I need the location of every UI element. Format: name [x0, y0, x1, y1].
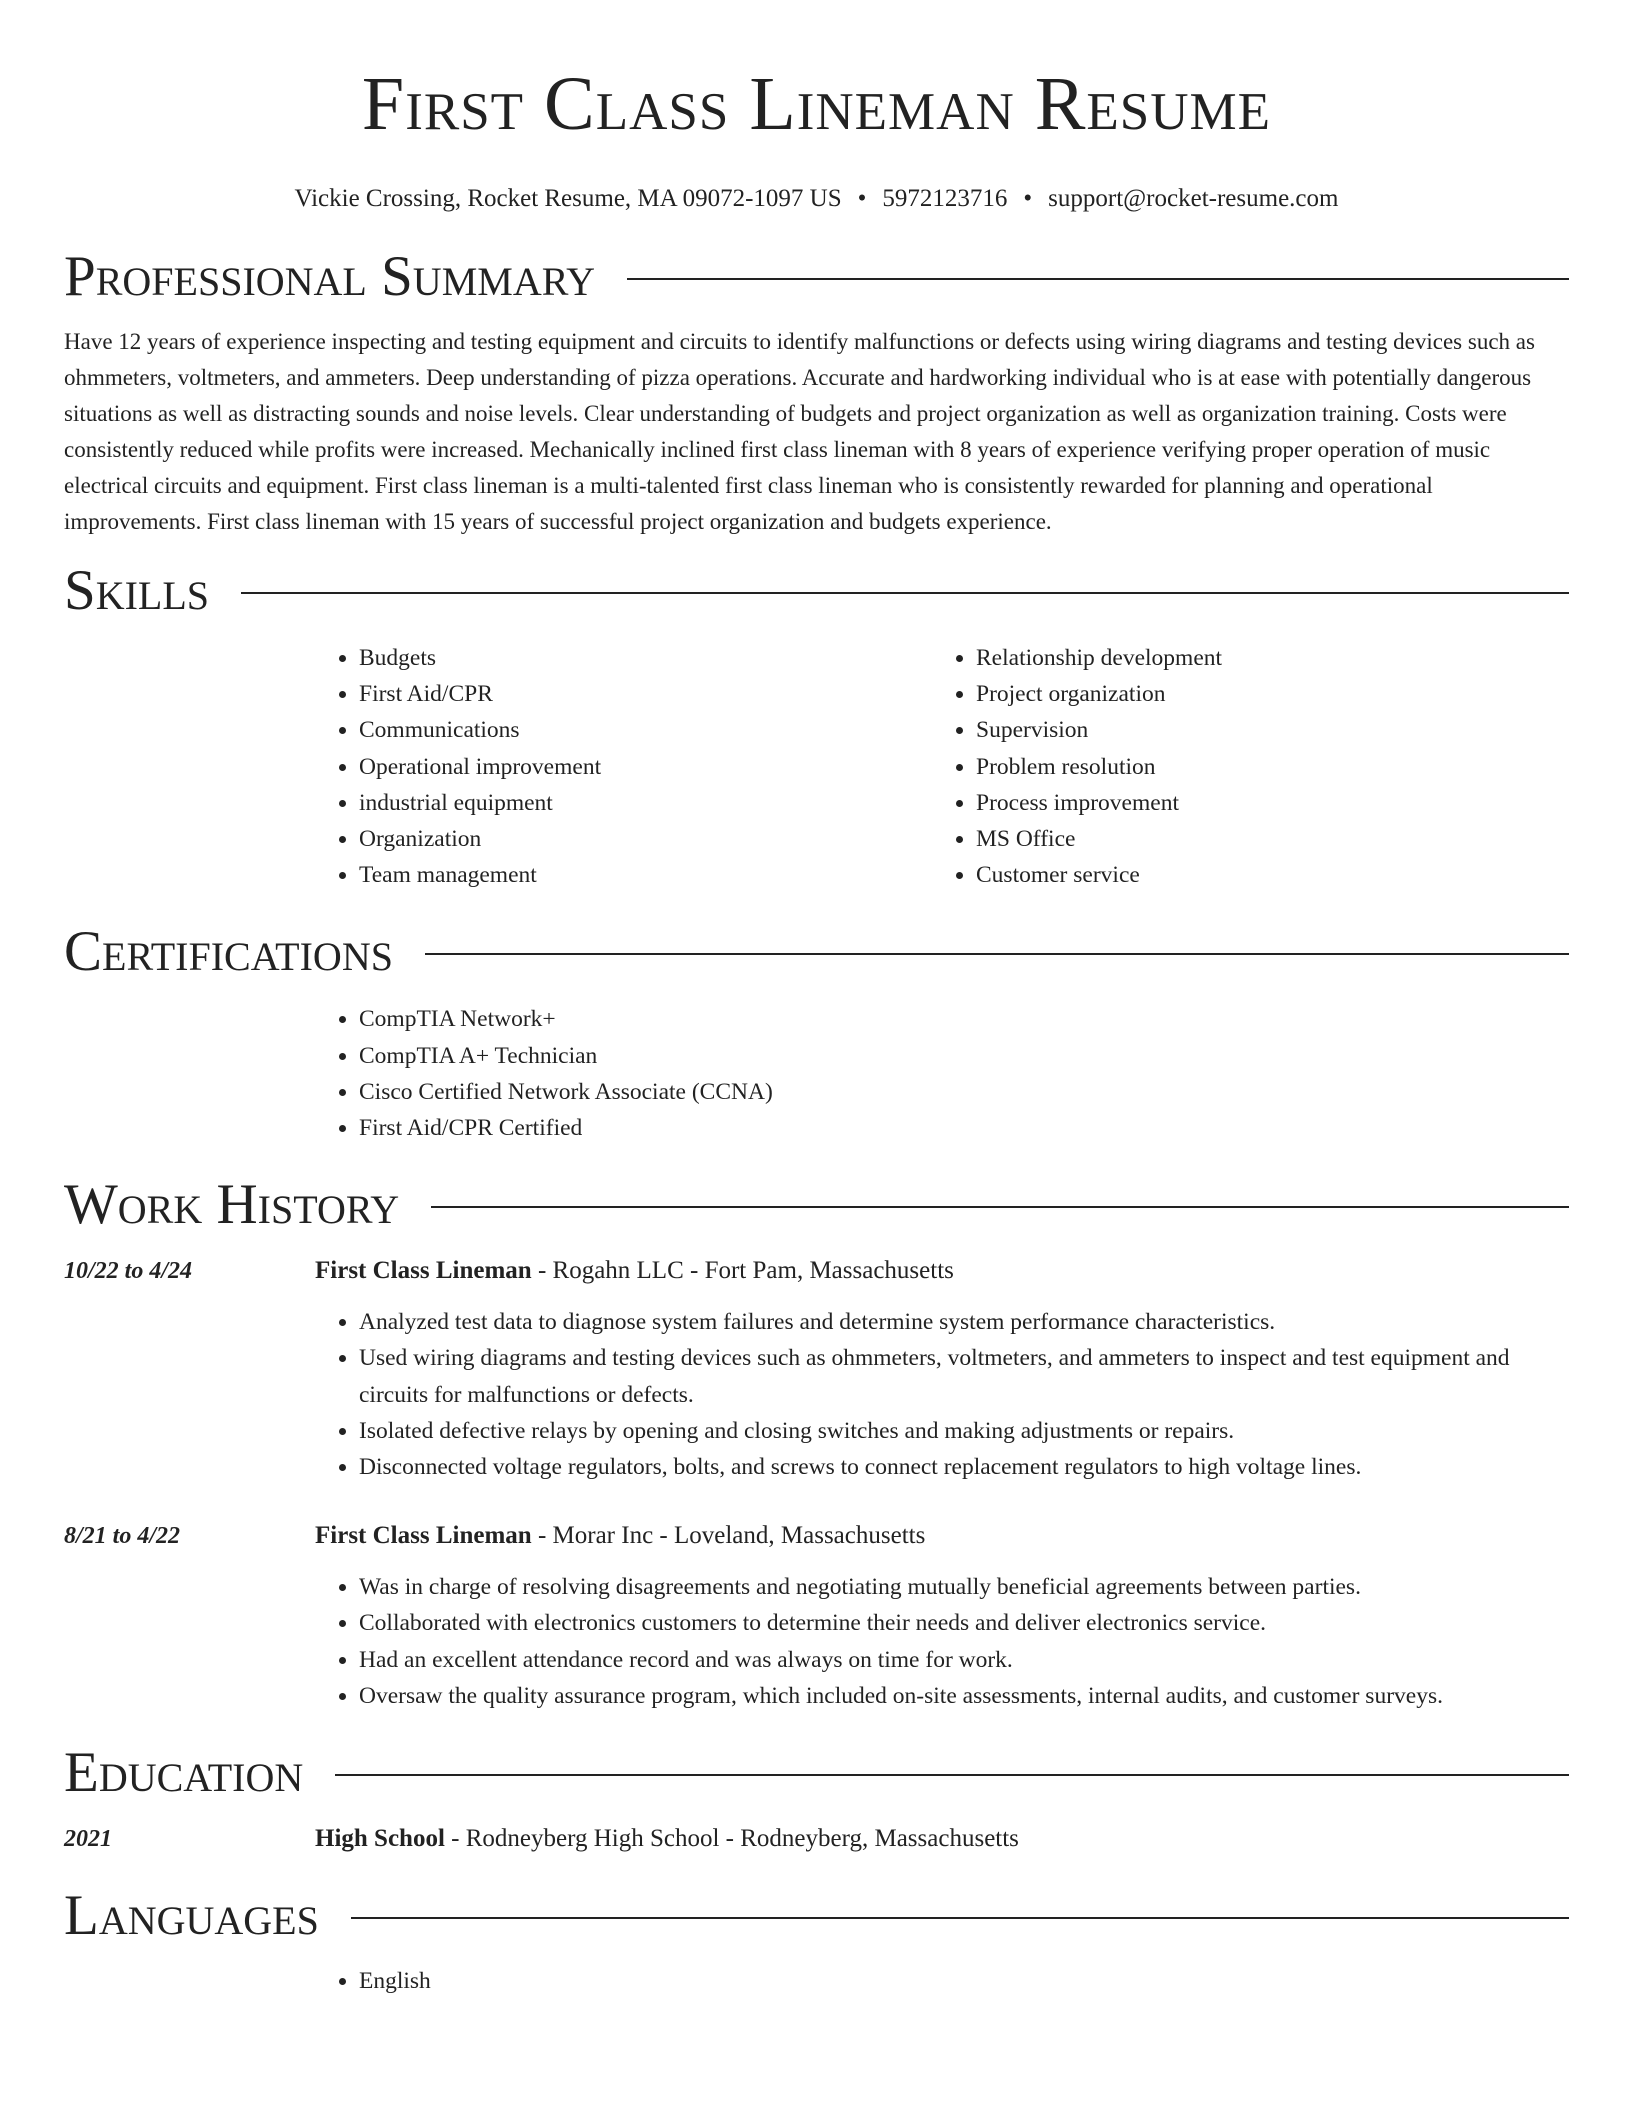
certification-item: • CompTIA Network+: [359, 1001, 1569, 1037]
education-degree: High School: [315, 1825, 445, 1853]
education-details: - Rodneyberg High School - Rodneyberg, Massachusetts: [444, 1825, 1019, 1853]
summary-text: Have 12 years of experience inspecting and testing equipment and circuits to identify malfunctions or defects using wiring diagrams and testing devices such as ohmmeters, voltmeters, and ammeters. Deep understanding of pizza operations. Accurate and hardworking individual who is at ease with potentially dangerous situations as well as distracting sounds and noise levels. Clear understanding of budgets and project organization as well as organization training. Costs were consistently reduced while profits were increased. Mechanically inclined first class lineman with 8 years of experience verifying proper operation of music electrical circuits and equipment. First class lineman is a multi-talented first class lineman who is consistently rewarded for planning and operational improvements. First class lineman with 15 years of successful project organization and budgets experience.: [64, 329, 1535, 534]
job-bullet: • Was in charge of resolving disagreements and negotiating mutually beneficial agreements between parties.: [359, 1569, 1569, 1605]
section-divider: [627, 278, 1569, 280]
certifications-heading: Certifications: [64, 920, 393, 984]
skill-item: • industrial equipment: [359, 785, 932, 821]
skill-item: • Team management: [359, 857, 932, 893]
education-entry: [64, 1821, 1569, 1857]
skills-section-header: [64, 557, 1569, 625]
certification-item: • First Aid/CPR Certified: [359, 1110, 1569, 1146]
education-year: 2021: [64, 1826, 112, 1853]
section-divider: [351, 1917, 1569, 1919]
job-title: First Class Lineman: [315, 1257, 532, 1285]
languages-section-header: [64, 1882, 1569, 1950]
job-heading: [315, 1518, 925, 1554]
skill-item: • Process improvement: [976, 785, 1569, 821]
contact-phone: 5972123716: [882, 185, 1008, 212]
job-bullet: • Had an excellent attendance record and was always on time for work.: [359, 1642, 1569, 1678]
skill-item: • First Aid/CPR: [359, 676, 932, 712]
languages-list: [315, 1963, 1569, 1999]
job-bullet: • Isolated defective relays by opening and closing switches and making adjustments or repairs.: [359, 1413, 1569, 1449]
job-details: - Morar Inc - Loveland, Massachusetts: [531, 1522, 926, 1550]
languages-heading: Languages: [64, 1884, 319, 1948]
skills-column-left: [315, 640, 932, 893]
skills-heading: Skills: [64, 559, 210, 622]
job-bullets: [315, 1304, 1569, 1485]
work-heading: Work History: [64, 1173, 400, 1237]
job-title: First Class Lineman: [315, 1522, 532, 1550]
job-bullet: • Analyzed test data to diagnose system failures and determine system performance characteristics.: [359, 1304, 1569, 1340]
job-entry: [64, 1518, 1569, 1714]
contact-email: support@rocket-resume.com: [1048, 185, 1339, 212]
skill-item: • Relationship development: [976, 640, 1569, 676]
contact-separator: •: [1023, 185, 1033, 212]
job-header-row: [64, 1518, 1569, 1554]
language-item: • English: [359, 1963, 1569, 1999]
section-divider: [335, 1774, 1569, 1776]
contact-separator: •: [857, 185, 867, 212]
contact-address: Vickie Crossing, Rocket Resume, MA 09072-1097 US: [294, 185, 842, 212]
skills-list: [315, 640, 1569, 893]
section-divider: [431, 1206, 1569, 1208]
resume-title: First Class Lineman Resume: [361, 62, 1272, 146]
skills-column-right: [932, 640, 1569, 893]
certifications-list: [315, 1001, 1569, 1146]
job-dates: 8/21 to 4/22: [64, 1523, 181, 1550]
job-dates: 10/22 to 4/24: [64, 1258, 193, 1285]
skill-item: • Supervision: [976, 712, 1569, 748]
certifications-bullets: [315, 1001, 1569, 1146]
job-bullet-list: [315, 1304, 1569, 1485]
skill-item: • Communications: [359, 712, 932, 748]
job-entry: [64, 1253, 1569, 1485]
job-header-row: [64, 1253, 1569, 1289]
job-bullet: • Oversaw the quality assurance program, which included on-site assessments, internal audits, and customer surveys.: [359, 1678, 1569, 1714]
job-bullet: • Used wiring diagrams and testing devices such as ohmmeters, voltmeters, and ammeters to inspect and test equipment and circuits for malfunctions or defects.: [359, 1340, 1569, 1412]
skill-item: • Operational improvement: [359, 749, 932, 785]
section-divider: [425, 953, 1569, 955]
summary-heading: Professional Summary: [64, 245, 596, 308]
job-bullets: [315, 1569, 1569, 1714]
education-section-header: [64, 1739, 1569, 1807]
certification-item: • Cisco Certified Network Associate (CCNA): [359, 1074, 1569, 1110]
job-details: - Rogahn LLC - Fort Pam, Massachusetts: [531, 1257, 954, 1285]
certifications-section-header: [64, 918, 1569, 986]
languages-bullets: [315, 1963, 1569, 1999]
job-bullet: • Collaborated with electronics customers to determine their needs and deliver electronics service.: [359, 1605, 1569, 1641]
contact-line: [64, 184, 1569, 214]
work-section-header: [64, 1171, 1569, 1239]
education-heading-line: [315, 1821, 1019, 1857]
job-bullet: • Disconnected voltage regulators, bolts, and screws to connect replacement regulators to high voltage lines.: [359, 1449, 1569, 1485]
skill-item: • Budgets: [359, 640, 932, 676]
skill-item: • Problem resolution: [976, 749, 1569, 785]
skill-item: • MS Office: [976, 821, 1569, 857]
section-divider: [241, 592, 1569, 594]
job-bullet-list: [315, 1569, 1569, 1714]
skill-item: • Customer service: [976, 857, 1569, 893]
summary-section-header: [64, 243, 1569, 311]
skill-item: • Project organization: [976, 676, 1569, 712]
education-heading: Education: [64, 1741, 304, 1805]
certification-item: • CompTIA A+ Technician: [359, 1038, 1569, 1074]
job-heading: [315, 1253, 954, 1289]
skill-item: • Organization: [359, 821, 932, 857]
